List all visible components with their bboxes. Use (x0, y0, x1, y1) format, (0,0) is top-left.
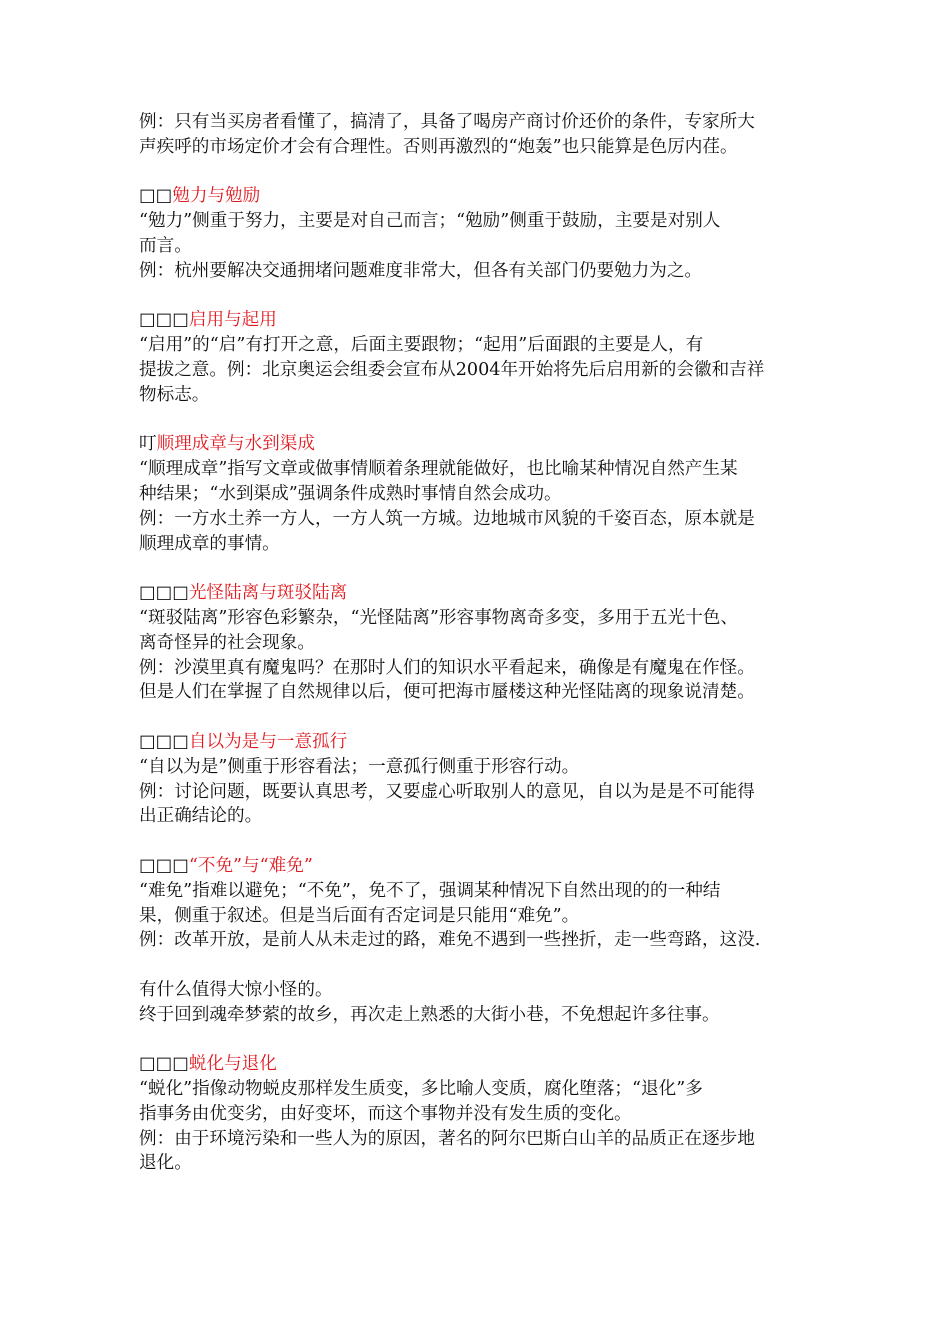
text-line: 例：沙漠里真有魔鬼吗？在那时人们的知识水平看起来，确像是有魔鬼在作怪。 (139, 657, 755, 678)
section-tuihua (139, 1052, 829, 1176)
text-line: “自以为是”侧重于形容看法；一意孤行侧重于形容行动。 (139, 756, 580, 777)
section-bumian-nanmian (139, 854, 829, 1028)
text-line: 指事务由优变劣，由好变坏，而这个事物并没有发生质的变化。 (139, 1103, 632, 1124)
placeholder-glyph: 叮 (139, 434, 157, 455)
text-line: 而言。 (139, 235, 192, 256)
text-line: 终于回到魂牵梦萦的故乡，再次走上熟悉的大街小巷，不免想起许多往事。 (139, 1004, 720, 1025)
section-mianli (139, 184, 829, 283)
text-line: 例：由于环境污染和一些人为的原因，著名的阿尔巴斯白山羊的品质正在逐步地 (139, 1128, 755, 1149)
section-ziyiweishi (139, 730, 829, 829)
section-heading (139, 432, 829, 457)
text-line: “蜕化”指像动物蜕皮那样发生质变，多比喻人变质，腐化堕落；“退化”多 (139, 1079, 703, 1100)
blank-line (139, 953, 829, 978)
placeholder-glyph: □□□ (139, 1054, 189, 1075)
text-line: 离奇怪异的社会现象。 (139, 632, 315, 653)
section-heading (139, 184, 829, 209)
section-title: 勉力与勉励 (172, 186, 261, 207)
section-heading (139, 730, 829, 755)
section-title: 启用与起用 (188, 310, 277, 331)
intro-paragraph (139, 110, 829, 160)
text-line: 例：只有当买房者看懂了，搞清了，具备了喝房产商讨价还价的条件，专家所大 (139, 112, 755, 132)
section-shunli-chengzhang (139, 432, 829, 556)
section-title: 光怪陆离与斑驳陆离 (188, 583, 348, 604)
section-heading (139, 581, 829, 606)
section-heading (139, 854, 829, 879)
text-line: 声疾呼的市场定价才会有合理性。否则再激烈的“炮轰”也只能算是色厉内荏。 (139, 136, 738, 157)
placeholder-glyph: □□□ (139, 310, 189, 331)
document-body (139, 110, 829, 1176)
placeholder-glyph: □□ (139, 186, 173, 207)
text-line: 出正确结论的。 (139, 806, 263, 827)
text-line: “顺理成章”指写文章或做事情顺着条理就能做好，也比喻某种情况自然产生某 (139, 459, 738, 480)
text-line: 例：杭州要解决交通拥堵问题难度非常大，但各有关部门仍要勉力为之。 (139, 260, 703, 281)
text-line: 例：一方水土养一方人，一方人筑一方城。边地城市风貌的千姿百态，原本就是 (139, 508, 755, 529)
text-line: 例：讨论问题，既要认真思考，又要虚心听取别人的意见，自以为是是不可能得 (139, 781, 755, 802)
section-guangguai-luli (139, 581, 829, 705)
section-heading (139, 1052, 829, 1077)
text-line: 但是人们在掌握了自然规律以后，便可把海市蜃楼这种光怪陆离的现象说清楚。 (139, 682, 755, 703)
placeholder-glyph: □□□ (139, 855, 189, 876)
text-line: 顺理成章的事情。 (139, 533, 280, 554)
text-line: “难免”指难以避免；“不免”，免不了，强调某种情况下自然出现的的一种结 (139, 880, 721, 901)
section-title: “不免”与“难免” (188, 855, 313, 876)
section-title: 自以为是与一意孤行 (188, 731, 348, 752)
placeholder-glyph: □□□ (139, 731, 189, 752)
section-heading (139, 308, 829, 333)
text-line: 物标志。 (139, 384, 210, 405)
section-qiyong (139, 308, 829, 407)
placeholder-glyph: □□□ (139, 583, 189, 604)
text-line: 退化。 (139, 1153, 192, 1174)
section-title: 蜕化与退化 (188, 1054, 277, 1075)
text-line: 有什么值得大惊小怪的。 (139, 979, 333, 1000)
text-line: 种结果；“水到渠成”强调条件成熟时事情自然会成功。 (139, 483, 562, 504)
text-line: 例：改革开放，是前人从未走过的路，难免不遇到一些挫折，走一些弯路，这没. (139, 930, 761, 951)
text-line: 提拔之意。例：北京奥运会组委会宣布从2004年开始将先后启用新的会徽和吉祥 (139, 359, 765, 380)
text-line: “勉力”侧重于努力，主要是对自己而言；“勉励”侧重于鼓励，主要是对别人 (139, 211, 721, 232)
section-title: 顺理成章与水到渠成 (156, 434, 315, 455)
text-line: “启用”的“启”有打开之意，后面主要跟物；“起用”后面跟的主要是人，有 (139, 335, 704, 356)
text-line: “斑驳陆离”形容色彩繁杂，“光怪陆离”形容事物离奇多变，多用于五光十色、 (139, 607, 738, 628)
text-line: 果，侧重于叙述。但是当后面有否定词是只能用“难免”。 (139, 905, 580, 926)
